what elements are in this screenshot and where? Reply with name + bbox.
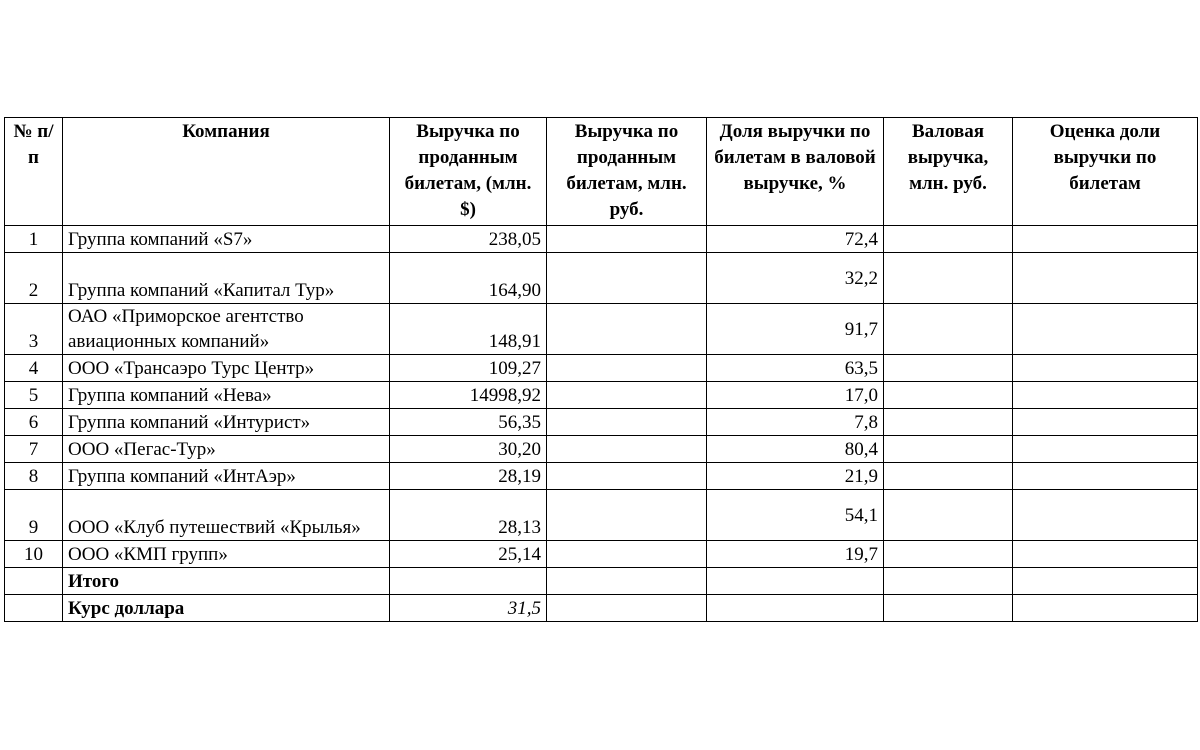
row-gross: [884, 253, 1013, 304]
row-share: 91,7: [707, 304, 884, 355]
row-assessment: [1013, 409, 1198, 436]
row-gross: [884, 436, 1013, 463]
row-company: Группа компаний «Капитал Тур»: [63, 253, 390, 304]
row-gross: [884, 409, 1013, 436]
rate-label: Курс доллара: [63, 595, 390, 622]
row-revenue-usd: 164,90: [390, 253, 547, 304]
table-row: [5, 490, 1198, 541]
total-share: [707, 568, 884, 595]
header-company: Компания: [63, 118, 390, 226]
total-usd: [390, 568, 547, 595]
table-row: [5, 253, 1198, 304]
row-company: Группа компаний «Нева»: [63, 382, 390, 409]
row-revenue-rub: [547, 463, 707, 490]
table-row: [5, 355, 1198, 382]
row-company: Группа компаний «S7»: [63, 226, 390, 253]
row-share: 17,0: [707, 382, 884, 409]
row-assessment: [1013, 253, 1198, 304]
header-revenue-usd: Выручка по проданным билетам, (млн. $): [390, 118, 547, 226]
row-company: ОАО «Приморское агентство авиационных компаний»: [63, 304, 390, 355]
rate-row: [5, 595, 1198, 622]
row-assessment: [1013, 304, 1198, 355]
row-gross: [884, 463, 1013, 490]
row-company: Группа компаний «ИнтАэр»: [63, 463, 390, 490]
table-row: [5, 382, 1198, 409]
revenue-table: [4, 117, 1198, 622]
row-assessment: [1013, 436, 1198, 463]
row-share: 21,9: [707, 463, 884, 490]
row-gross: [884, 382, 1013, 409]
row-revenue-usd: 148,91: [390, 304, 547, 355]
row-revenue-rub: [547, 355, 707, 382]
row-revenue-usd: 238,05: [390, 226, 547, 253]
row-revenue-usd: 28,19: [390, 463, 547, 490]
table-row: [5, 409, 1198, 436]
rate-num: [5, 595, 63, 622]
table-row: [5, 226, 1198, 253]
row-share: 19,7: [707, 541, 884, 568]
row-revenue-rub: [547, 226, 707, 253]
rate-assessment: [1013, 595, 1198, 622]
row-assessment: [1013, 490, 1198, 541]
row-gross: [884, 490, 1013, 541]
header-assessment: Оценка доли выручки по билетам: [1013, 118, 1198, 226]
header-revenue-rub: Выручка по проданным билетам, млн. руб.: [547, 118, 707, 226]
total-num: [5, 568, 63, 595]
row-revenue-usd: 25,14: [390, 541, 547, 568]
row-revenue-usd: 56,35: [390, 409, 547, 436]
row-revenue-rub: [547, 436, 707, 463]
row-num: 8: [5, 463, 63, 490]
row-gross: [884, 541, 1013, 568]
row-company: Группа компаний «Интурист»: [63, 409, 390, 436]
row-num: 6: [5, 409, 63, 436]
row-share: 63,5: [707, 355, 884, 382]
row-revenue-rub: [547, 409, 707, 436]
row-company: ООО «Трансаэро Турс Центр»: [63, 355, 390, 382]
row-share: 80,4: [707, 436, 884, 463]
rate-share: [707, 595, 884, 622]
total-row: [5, 568, 1198, 595]
row-revenue-usd: 14998,92: [390, 382, 547, 409]
header-row: [5, 118, 1198, 226]
table-row: [5, 304, 1198, 355]
header-gross: Валовая выручка, млн. руб.: [884, 118, 1013, 226]
row-assessment: [1013, 226, 1198, 253]
row-num: 3: [5, 304, 63, 355]
total-assessment: [1013, 568, 1198, 595]
row-revenue-rub: [547, 541, 707, 568]
row-assessment: [1013, 541, 1198, 568]
row-num: 9: [5, 490, 63, 541]
table-row: [5, 463, 1198, 490]
table-row: [5, 436, 1198, 463]
row-revenue-usd: 109,27: [390, 355, 547, 382]
row-revenue-usd: 30,20: [390, 436, 547, 463]
row-share: 32,2: [707, 253, 884, 304]
row-num: 10: [5, 541, 63, 568]
rate-value: 31,5: [390, 595, 547, 622]
row-num: 1: [5, 226, 63, 253]
row-gross: [884, 304, 1013, 355]
row-gross: [884, 355, 1013, 382]
total-gross: [884, 568, 1013, 595]
row-num: 4: [5, 355, 63, 382]
table-row: [5, 541, 1198, 568]
row-assessment: [1013, 382, 1198, 409]
row-company: ООО «Клуб путешествий «Крылья»: [63, 490, 390, 541]
row-gross: [884, 226, 1013, 253]
row-num: 7: [5, 436, 63, 463]
row-assessment: [1013, 355, 1198, 382]
header-num: № п/п: [5, 118, 63, 226]
rate-gross: [884, 595, 1013, 622]
row-revenue-rub: [547, 253, 707, 304]
row-num: 2: [5, 253, 63, 304]
row-revenue-usd: 28,13: [390, 490, 547, 541]
row-assessment: [1013, 463, 1198, 490]
row-revenue-rub: [547, 490, 707, 541]
row-revenue-rub: [547, 304, 707, 355]
row-num: 5: [5, 382, 63, 409]
row-company: ООО «КМП групп»: [63, 541, 390, 568]
row-company: ООО «Пегас-Тур»: [63, 436, 390, 463]
rate-rub: [547, 595, 707, 622]
header-share: Доля выручки по билетам в валовой выручке, %: [707, 118, 884, 226]
row-share: 7,8: [707, 409, 884, 436]
row-share: 72,4: [707, 226, 884, 253]
row-revenue-rub: [547, 382, 707, 409]
row-share: 54,1: [707, 490, 884, 541]
total-rub: [547, 568, 707, 595]
total-label: Итого: [63, 568, 390, 595]
